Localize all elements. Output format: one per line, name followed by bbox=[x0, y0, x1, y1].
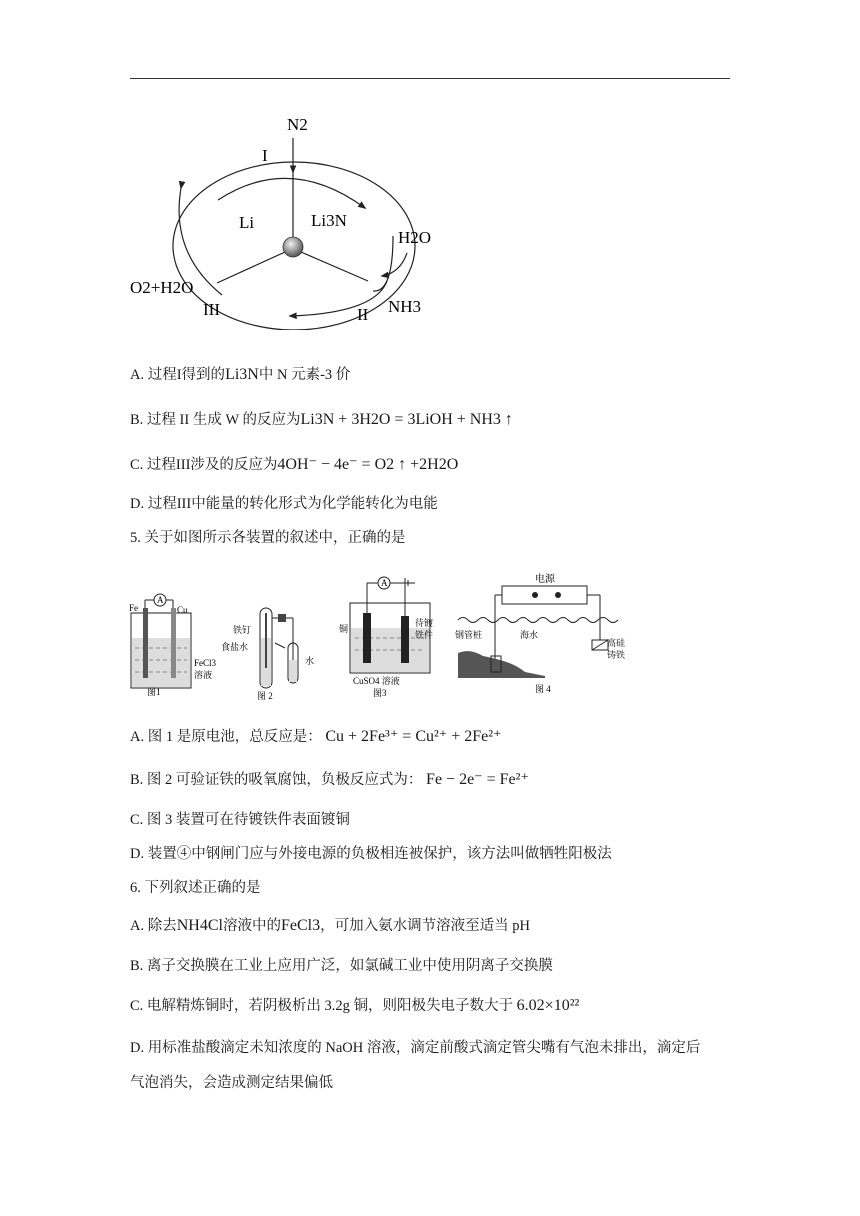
q4-option-b: B. 过程 II 生成 W 的反应为Li3N + 3H2O = 3LiOH + NH3 ↑ bbox=[130, 411, 513, 428]
fig4-power-label: 电源 bbox=[535, 574, 555, 585]
fig3-ammeter-label: A bbox=[381, 578, 388, 588]
process-1-label: I bbox=[262, 146, 268, 165]
q4-option-d: D. 过程III中能量的转化形式为化学能转化为电能 bbox=[130, 496, 438, 512]
header-rule bbox=[130, 78, 730, 79]
fig4-caption: 图 4 bbox=[535, 684, 551, 694]
q4-option-a: A. 过程I得到的Li3N中 N 元素-3 价 bbox=[130, 366, 351, 383]
q5-option-b: B. 图 2 可验证铁的吸氧腐蚀，负极反应式为： Fe − 2e⁻ = Fe²⁺ bbox=[130, 771, 529, 788]
q6-stem: 6. 下列叙述正确的是 bbox=[130, 880, 261, 896]
process-3-label: III bbox=[203, 300, 220, 319]
li-label: Li bbox=[239, 213, 255, 232]
fig1-solution-label: 溶液 bbox=[194, 670, 213, 680]
fig1-cu-label: Cu bbox=[177, 605, 188, 615]
q5-option-c: C. 图 3 装置可在待镀铁件表面镀铜 bbox=[130, 812, 350, 828]
fig3-solution-label: CuSO4 溶液 bbox=[353, 676, 400, 686]
q5-option-a: A. 图 1 是原电池，总反应是： Cu + 2Fe³⁺ = Cu²⁺ + 2Fe²⁺ bbox=[130, 728, 502, 745]
fig4-pile-label: 钢管桩 bbox=[455, 630, 483, 640]
fig4-si-label-1: 高硅 bbox=[607, 638, 625, 648]
lithium-nitrogen-cycle-diagram bbox=[125, 108, 445, 330]
q5-apparatus-figures bbox=[125, 568, 625, 703]
n2-label: N2 bbox=[287, 115, 308, 134]
fig3-plated-label-1: 待镀 bbox=[415, 618, 434, 628]
fig2-brine-label: 食盐水 bbox=[221, 642, 249, 652]
fig1-fe-label: Fe bbox=[129, 603, 138, 613]
q6-option-c: C. 电解精炼铜时，若阴极析出 3.2g 铜，则阳极失电子数大于 6.02×10²² bbox=[130, 997, 580, 1014]
fig2-caption: 图 2 bbox=[257, 691, 273, 701]
fig4-si-label-2: 铸铁 bbox=[607, 650, 625, 660]
fig1-fecl3-label: FeCl3 bbox=[194, 658, 217, 668]
fig2-water-label: 水 bbox=[305, 656, 315, 666]
o2-h2o-label: O2+H2O bbox=[130, 278, 194, 297]
q4-option-c: C. 过程III涉及的反应为4OH⁻ − 4e⁻ = O2 ↑ +2H2O bbox=[130, 456, 459, 473]
q6-option-d-line2: 气泡消失，会造成测定结果偏低 bbox=[130, 1075, 333, 1091]
q6-option-b: B. 离子交换膜在工业上应用广泛，如氯碱工业中使用阴离子交换膜 bbox=[130, 958, 553, 974]
fig1-ammeter-label: A bbox=[157, 595, 164, 605]
li3n-label: Li3N bbox=[311, 211, 347, 230]
h2o-label: H2O bbox=[398, 228, 432, 247]
fig4-sea-label: 海水 bbox=[520, 630, 539, 640]
figure-2-oxygen-corrosion bbox=[221, 608, 314, 701]
figure-1-galvanic-cell bbox=[129, 594, 217, 697]
figure-3-electroplating bbox=[339, 577, 433, 698]
fig3-plated-label-2: 铁件 bbox=[415, 630, 434, 640]
fig1-caption: 图1 bbox=[147, 687, 161, 697]
q5-stem: 5. 关于如图所示各装置的叙述中，正确的是 bbox=[130, 530, 406, 546]
q6-option-a: A. 除去NH4Cl溶液中的FeCl3，可加入氨水调节溶液至适当 pH bbox=[130, 917, 530, 934]
process-2-label: II bbox=[357, 305, 369, 324]
nh3-label: NH3 bbox=[388, 297, 422, 316]
fig3-caption: 图3 bbox=[373, 688, 387, 698]
q5-option-d: D. 装置④中钢闸门应与外接电源的负极相连被保护，该方法叫做牺牲阳极法 bbox=[130, 846, 612, 862]
fig2-nail-label: 铁钉 bbox=[233, 625, 252, 635]
figure-4-cathodic-protection bbox=[455, 572, 625, 694]
q6-option-d-line1: D. 用标准盐酸滴定未知浓度的 NaOH 溶液，滴定前酸式滴定管尖嘴有气泡未排出，滴定后 bbox=[130, 1040, 701, 1056]
fig3-copper-label: 铜 bbox=[339, 624, 349, 634]
